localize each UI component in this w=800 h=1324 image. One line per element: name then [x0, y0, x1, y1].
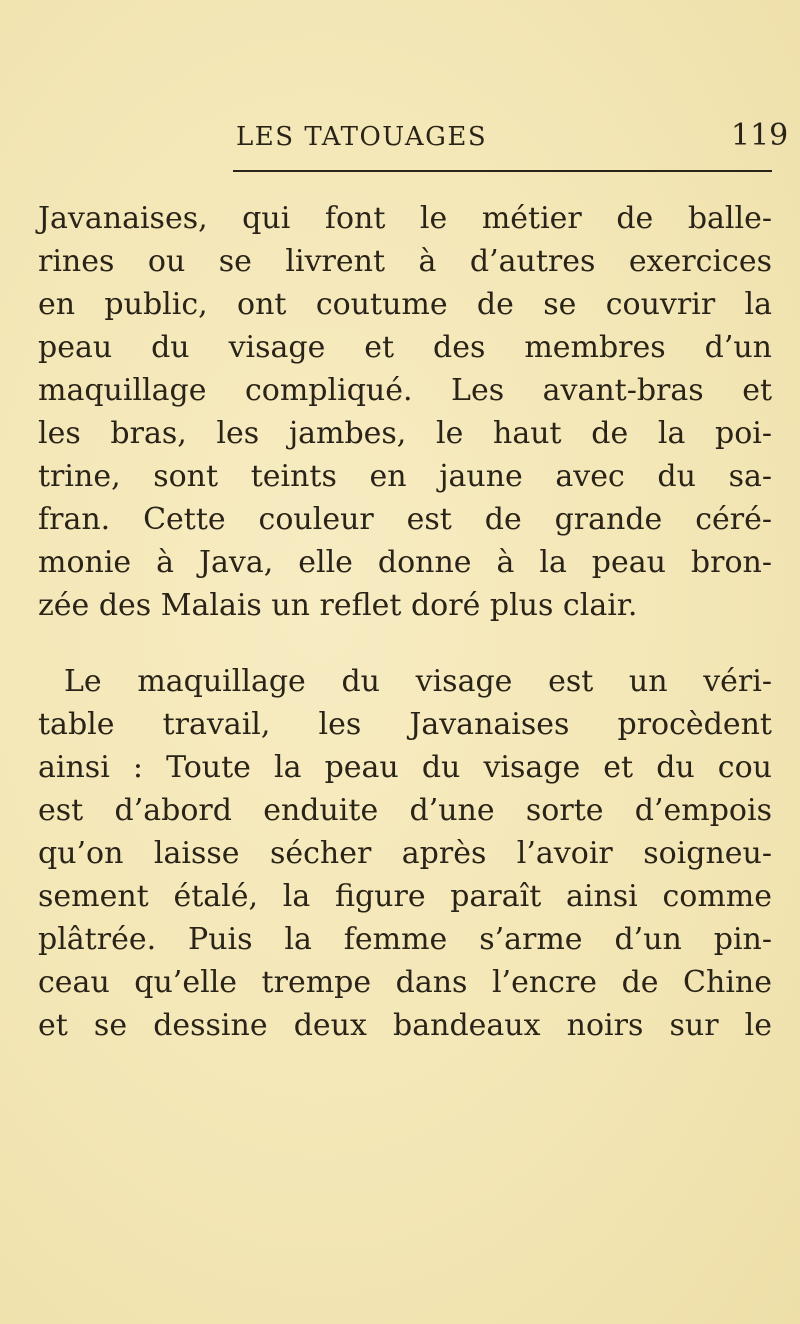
text-line: ceau qu’elle trempe dans l’encre de Chine [38, 965, 772, 1000]
text-line: les bras, les jambes, le haut de la poi- [38, 416, 772, 451]
text-line: trine, sont teints en jaune avec du sa- [38, 459, 772, 494]
text-line: et se dessine deux bandeaux noirs sur le [38, 1008, 772, 1043]
text-line: peau du visage et des membres d’un [38, 330, 772, 365]
text-line: en public, ont coutume de se couvrir la [38, 287, 772, 322]
text-line: monie à Java, elle donne à la peau bron- [38, 545, 772, 580]
text-line: ainsi : Toute la peau du visage et du cou [38, 750, 772, 785]
text-line: Javanaises, qui font le métier de balle- [38, 201, 772, 236]
text-line: est d’abord enduite d’une sorte d’empois [38, 793, 772, 828]
text-line: sement étalé, la figure paraît ainsi comme [38, 879, 772, 914]
running-head-title: LES TATOUAGES [236, 122, 488, 152]
text-line: qu’on laisse sécher après l’avoir soigneu- [38, 836, 772, 871]
text-line: fran. Cette couleur est de grande céré- [38, 502, 772, 537]
text-line: rines ou se livrent à d’autres exercices [38, 244, 772, 279]
page-number: 119 [731, 118, 789, 153]
text-line: maquillage compliqué. Les avant-bras et [38, 373, 772, 408]
text-line: Le maquillage du visage est un véri- [64, 664, 772, 699]
header-rule [233, 170, 772, 172]
text-line: zée des Malais un reflet doré plus clair. [38, 588, 638, 623]
text-line: table travail, les Javanaises procèdent [38, 707, 772, 742]
text-line: plâtrée. Puis la femme s’arme d’un pin- [38, 922, 772, 957]
